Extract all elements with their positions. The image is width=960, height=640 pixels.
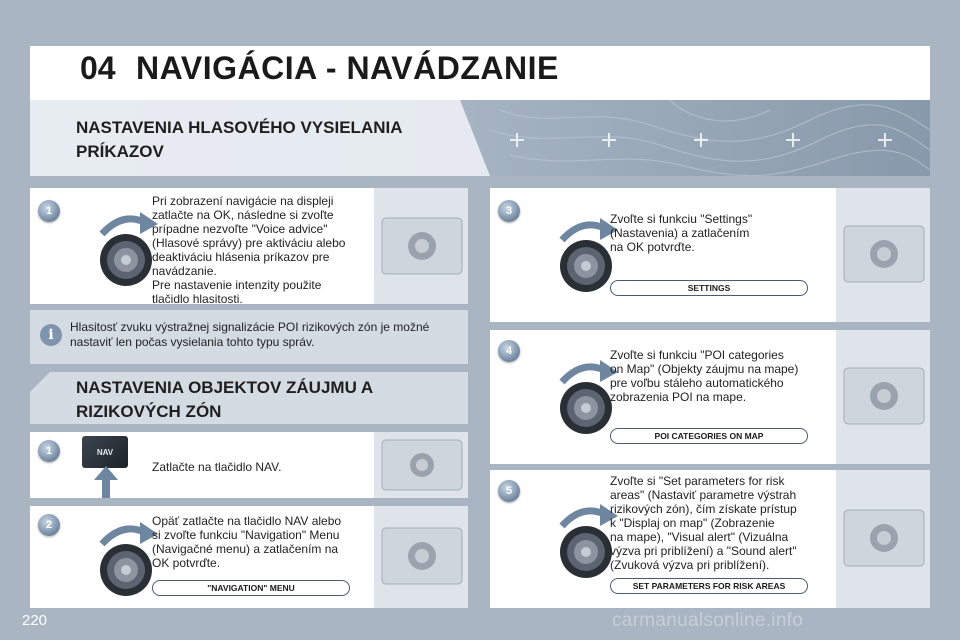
step-panel-voice-1 xyxy=(30,188,468,304)
radio-unit-image xyxy=(374,188,468,304)
watermark: carmanualsonline.info xyxy=(612,610,804,631)
info-text: Hlasitosť zvuku výstražnej signalizácie POI rizikových zón je možné nastaviť len počas vysielania tohto typu správ. xyxy=(70,320,430,349)
menu-label-settings: SETTINGS xyxy=(610,280,808,296)
step-badge: 2 xyxy=(38,514,60,536)
step-panel-5 xyxy=(490,470,930,608)
radio-unit-image xyxy=(374,506,468,608)
step-text: Zvoľte si funkciu "POI categories on Map" (Objekty záujmu na mape) pre voľbu stáleho automatického zobrazenia POI na mape. xyxy=(610,348,799,404)
info-note xyxy=(30,310,468,364)
info-icon: i xyxy=(40,324,62,346)
map-banner xyxy=(30,100,930,176)
menu-label-navigation: "NAVIGATION" MENU xyxy=(152,580,350,596)
push-arrow-icon xyxy=(94,466,118,498)
radio-unit-image xyxy=(836,330,930,464)
step-text: Zatlačte na tlačidlo NAV. xyxy=(152,460,282,474)
nav-key-icon: NAV xyxy=(82,436,128,468)
step-text: Zvoľte si "Set parameters for risk areas" (Nastaviť parametre výstrah rizikových zón), čím získate prístup k "Displaj on map" (Zobrazenie na mape), "Visual alert" (Vizuálna výzva pri priblížení) a "Sound alert" (Zvuková výzva pri priblížení). xyxy=(610,474,797,572)
step-badge: 1 xyxy=(38,440,60,462)
step-badge: 1 xyxy=(38,200,60,222)
section-heading-voice: NASTAVENIA HLASOVÉHO VYSIELANIA PRÍKAZOV xyxy=(76,118,403,161)
radio-unit-image xyxy=(374,432,468,498)
step-text: Pri zobrazení navigácie na displeji zatlačte na OK, následne si zvoľte prípadne nezvoľte "Voice advice" (Hlasové správy) pre aktiváciu alebo deaktiváciu hlásenia príkazov pre navádzanie. Pre nastavenie intenzity použite tlačidlo hlasitosti. xyxy=(152,194,346,306)
step-text: Opäť zatlačte na tlačidlo NAV alebo si zvoľte funkciu "Navigation" Menu (Navigačné menu) a zatlačením na OK potvrďte. xyxy=(152,514,342,570)
chapter-header xyxy=(30,46,930,100)
section-heading-poi: NASTAVENIA OBJEKTOV ZÁUJMU A RIZIKOVÝCH ZÓN xyxy=(76,378,374,421)
step-panel-poi-1 xyxy=(30,432,468,498)
step-badge: 4 xyxy=(498,340,520,362)
menu-label-poi-categories: POI CATEGORIES ON MAP xyxy=(610,428,808,444)
radio-unit-image xyxy=(836,470,930,608)
radio-unit-image xyxy=(836,188,930,322)
step-badge: 5 xyxy=(498,480,520,502)
section-banner-poi xyxy=(30,372,468,424)
page-number: 220 xyxy=(22,612,48,629)
menu-label-risk-areas: SET PARAMETERS FOR RISK AREAS xyxy=(610,578,808,594)
step-text: Zvoľte si funkciu "Settings" (Nastavenia) a zatlačením na OK potvrďte. xyxy=(610,212,753,254)
step-panel-3 xyxy=(490,188,930,322)
step-panel-poi-2 xyxy=(30,506,468,608)
chapter-number: 04 xyxy=(80,50,116,86)
step-badge: 3 xyxy=(498,200,520,222)
chapter-title: NAVIGÁCIA - NAVÁDZANIE xyxy=(136,50,559,86)
step-panel-4 xyxy=(490,330,930,464)
